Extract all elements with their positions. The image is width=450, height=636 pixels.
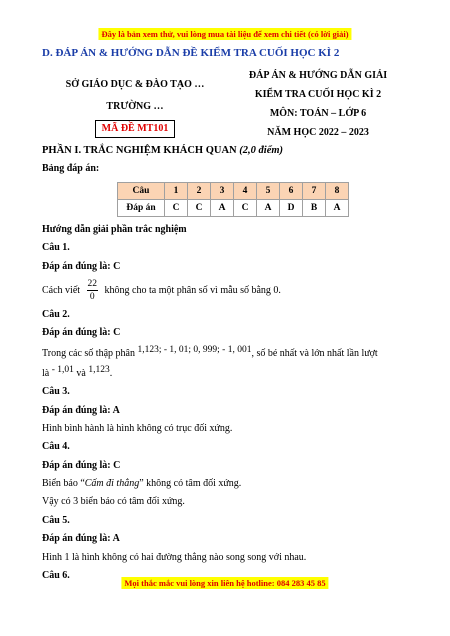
- question-number-cell: 3: [211, 182, 234, 199]
- header-title-line2: KIỂM TRA CUỐI HỌC KÌ 2: [254, 89, 382, 100]
- question-2-explanation-line1: Trong các số thập phân 1,123; - 1, 01; 0, 999; - 1, 001, số bé nhất và lớn nhất lần lượt: [42, 344, 378, 359]
- question-number-cell: 7: [303, 182, 326, 199]
- header-subject: MÔN: TOÁN – LỚP 6: [269, 108, 367, 119]
- answer-table: [117, 182, 349, 217]
- question-number-cell: 4: [234, 182, 257, 199]
- question-1-explanation: Cách viết $\frac{22}{0}$ không cho ta một phân số vì mẫu số bằng 0.: [42, 279, 281, 303]
- table-header-cell: Câu: [118, 182, 165, 199]
- section-title: D. ĐÁP ÁN & HƯỚNG DẪN ĐỀ KIỂM TRA CUỐI HỌC KÌ 2: [42, 47, 340, 59]
- question-5-answer: Đáp án đúng là: A: [42, 533, 120, 545]
- answer-cell: D: [280, 199, 303, 216]
- answer-cell: A: [326, 199, 349, 216]
- question-number-cell: 6: [280, 182, 303, 199]
- answer-table-answer-row: [118, 199, 349, 216]
- header-left: [55, 74, 215, 140]
- answer-table-label: Bảng đáp án:: [42, 163, 100, 175]
- question-5-explanation: Hình 1 là hình không có hai đường thẳng nào song song với nhau.: [42, 551, 307, 563]
- preview-banner: Đây là bản xem thử, vui lòng mua tài liệu để xem chi tiết (có lời giải): [98, 28, 351, 40]
- max-value: 1,123: [88, 364, 110, 375]
- part1-heading: PHẦN I. TRẮC NGHIỆM KHÁCH QUAN (2,0 điểm): [42, 145, 284, 156]
- answer-cell: B: [303, 199, 326, 216]
- question-number-cell: 8: [326, 182, 349, 199]
- question-4-explanation-line2: Vậy có 3 biển báo có tâm đối xứng.: [42, 496, 185, 508]
- answer-table-header-row: [118, 182, 349, 199]
- exam-code-badge: MÃ ĐỀ MT101: [95, 120, 176, 138]
- header-title-line1: ĐÁP ÁN & HƯỚNG DẪN GIẢI: [248, 70, 388, 81]
- question-2-explanation-line2: là - 1,01 và 1,123.: [42, 364, 113, 379]
- question-6-label: Câu 6.: [42, 570, 70, 582]
- question-3-explanation: Hình bình hành là hình không có trục đối xứng.: [42, 422, 233, 434]
- answer-cell: C: [188, 199, 211, 216]
- answer-cell: A: [257, 199, 280, 216]
- answer-cell: A: [211, 199, 234, 216]
- question-3-label: Câu 3.: [42, 386, 70, 398]
- school-name: TRƯỜNG …: [106, 101, 164, 112]
- decimal-numbers: 1,123; - 1, 01; 0, 999; - 1, 001: [137, 344, 252, 355]
- question-5-label: Câu 5.: [42, 514, 70, 526]
- header-right: [228, 66, 408, 142]
- question-number-cell: 5: [257, 182, 280, 199]
- fraction-22-over-0: $\frac{22}{0}$: [87, 279, 98, 303]
- question-number-cell: 1: [165, 182, 188, 199]
- guide-heading: Hướng dẫn giải phần trắc nghiệm: [42, 223, 187, 235]
- question-2-answer: Đáp án đúng là: C: [42, 327, 121, 339]
- question-1-label: Câu 1.: [42, 242, 70, 254]
- question-3-answer: Đáp án đúng là: A: [42, 404, 120, 416]
- answer-cell: C: [234, 199, 257, 216]
- table-header-cell: Đáp án: [118, 199, 165, 216]
- document-body: [42, 142, 422, 585]
- header-school-year: NĂM HỌC 2022 – 2023: [267, 127, 369, 138]
- min-value: - 1,01: [51, 364, 74, 375]
- question-4-label: Câu 4.: [42, 441, 70, 453]
- question-4-answer: Đáp án đúng là: C: [42, 459, 121, 471]
- hotline-banner: Mọi thắc mắc vui lòng xin liên hệ hotline: 084 283 45 85: [121, 577, 328, 589]
- question-4-explanation-line1: Biển báo “Cấm đi thẳng” không có tâm đối xứng.: [42, 478, 242, 490]
- department-name: SỞ GIÁO DỤC & ĐÀO TẠO …: [65, 79, 205, 90]
- question-number-cell: 2: [188, 182, 211, 199]
- answer-cell: C: [165, 199, 188, 216]
- question-1-answer: Đáp án đúng là: C: [42, 260, 121, 272]
- question-2-label: Câu 2.: [42, 308, 70, 320]
